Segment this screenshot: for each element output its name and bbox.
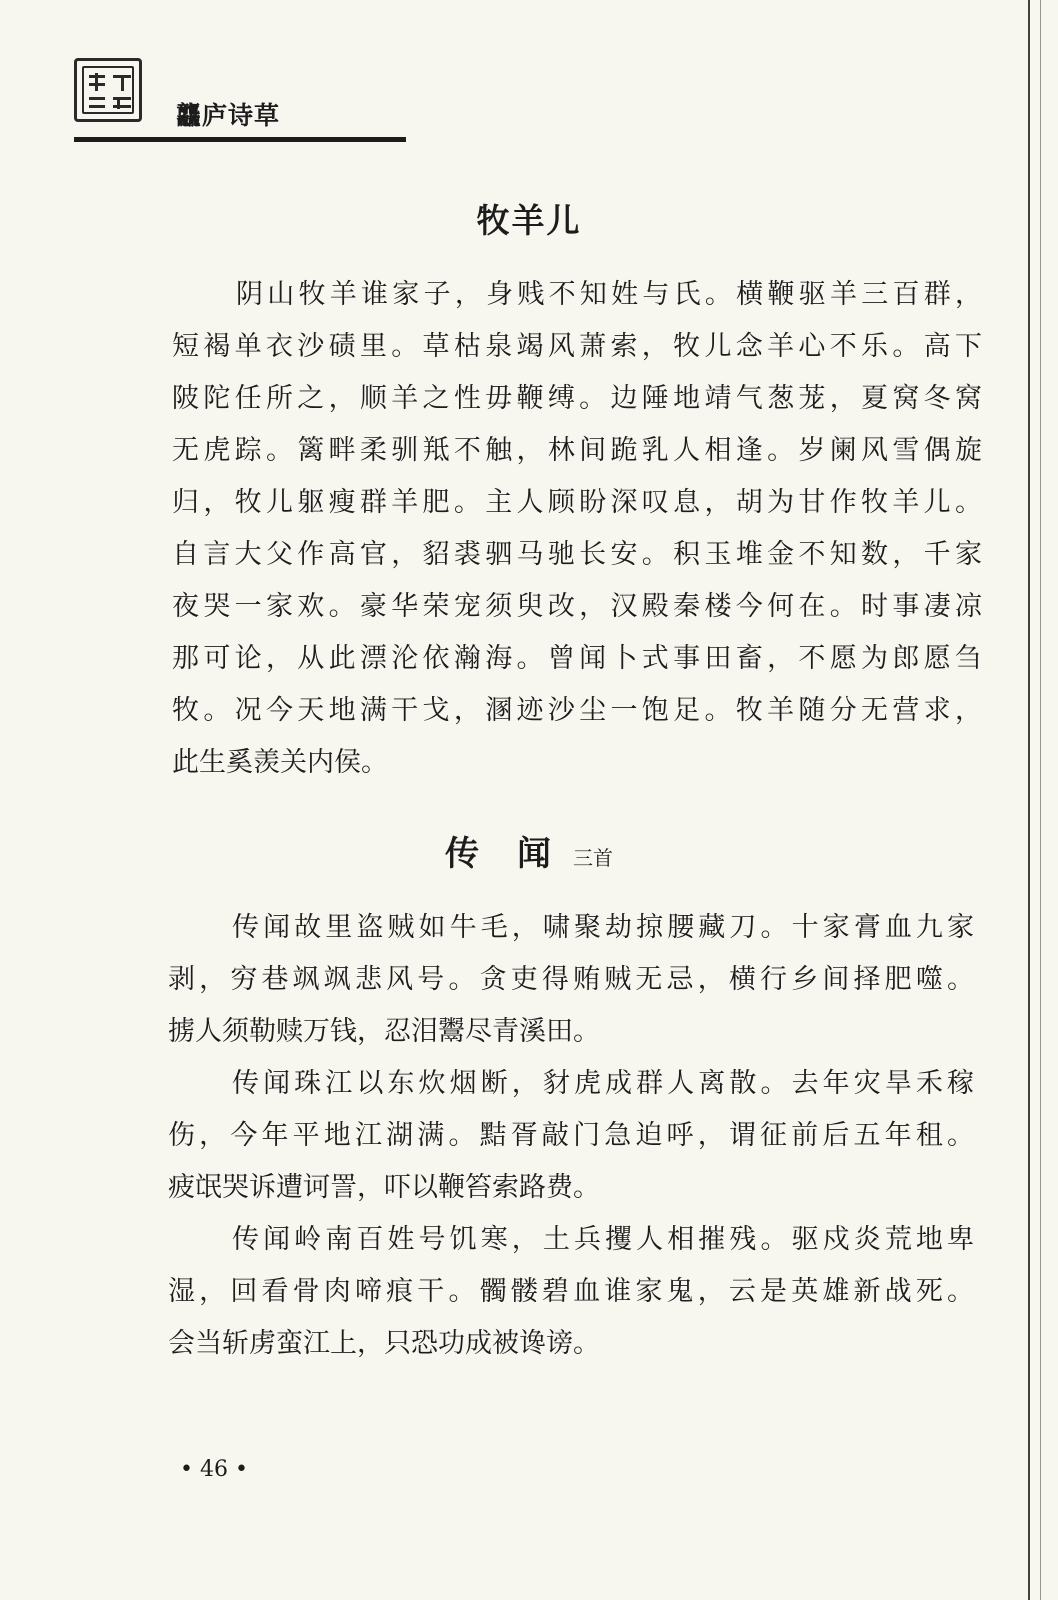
- poem-line: 短褐单衣沙碛里。草枯泉竭风萧索，牧儿念羊心不乐。高下: [172, 331, 982, 362]
- seal-stamp-icon: [74, 58, 142, 122]
- header-rule: [74, 137, 406, 142]
- poem-title-note: 三首: [573, 846, 613, 870]
- poem-title: 牧羊儿: [476, 201, 582, 240]
- page-number: • 46 •: [180, 1457, 248, 1482]
- running-header-title: 龘庐诗草: [176, 101, 281, 130]
- poem-line: 掳人须勒赎万钱，忍泪鬻尽青溪田。: [168, 1016, 600, 1047]
- poem-title: [0, 826, 1058, 875]
- poem-line: 自言大父作高官，貂裘驷马驰长安。积玉堆金不知数，千家: [172, 539, 982, 570]
- poem-line: 湿，回看骨肉啼痕干。髑髅碧血谁家鬼，云是英雄新战死。: [168, 1276, 974, 1307]
- poem-line: 牧。况今天地满干戈，溷迹沙尘一饱足。牧羊随分无营求，: [172, 695, 982, 726]
- poem-line: 归，牧儿躯瘦群羊肥。主人顾盼深叹息，胡为甘作牧羊儿。: [172, 487, 982, 518]
- poem-line: 传闻珠江以东炊烟断，豺虎成群人离散。去年灾旱禾稼: [232, 1068, 974, 1099]
- poem-line: 伤，今年平地江湖满。黠胥敲门急迫呼，谓征前后五年租。: [168, 1120, 974, 1151]
- poem-line: 传闻故里盗贼如牛毛，啸聚劫掠腰藏刀。十家膏血九家: [232, 912, 974, 943]
- poem-line: 此生奚羡关内侯。: [172, 747, 388, 778]
- poem-line: 剥，穷巷飒飒悲风号。贪吏得贿贼无忌，横行乡间择肥噬。: [168, 964, 974, 995]
- poem-title-char: 传: [445, 834, 479, 874]
- poem-line: 阴山牧羊谁家子，身贱不知姓与氏。横鞭驱羊三百群，: [236, 279, 982, 310]
- poem-line: 陂陀任所之，顺羊之性毋鞭缚。边陲地靖气葱茏，夏窝冬窝: [172, 383, 982, 414]
- poem-line: 夜哭一家欢。豪华荣宠须臾改，汉殿秦楼今何在。时事凄凉: [172, 591, 982, 622]
- poem-line: 那可论，从此漂沦依瀚海。曾闻卜式事田畜，不愿为郎愿刍: [172, 643, 982, 674]
- poem-line: 传闻岭南百姓号饥寒，土兵攫人相摧残。驱戍炎荒地卑: [232, 1224, 974, 1255]
- poem-line: 疲氓哭诉遭诃詈，吓以鞭笞索路费。: [168, 1172, 600, 1203]
- poem-title-char: 闻: [517, 834, 551, 874]
- poem-line: 会当斩虏蛮江上，只恐功成被谗谤。: [168, 1328, 600, 1359]
- poem-line: 无虎踪。篱畔柔驯羝不触，林间跪乳人相逢。岁阑风雪偶旋: [172, 435, 982, 466]
